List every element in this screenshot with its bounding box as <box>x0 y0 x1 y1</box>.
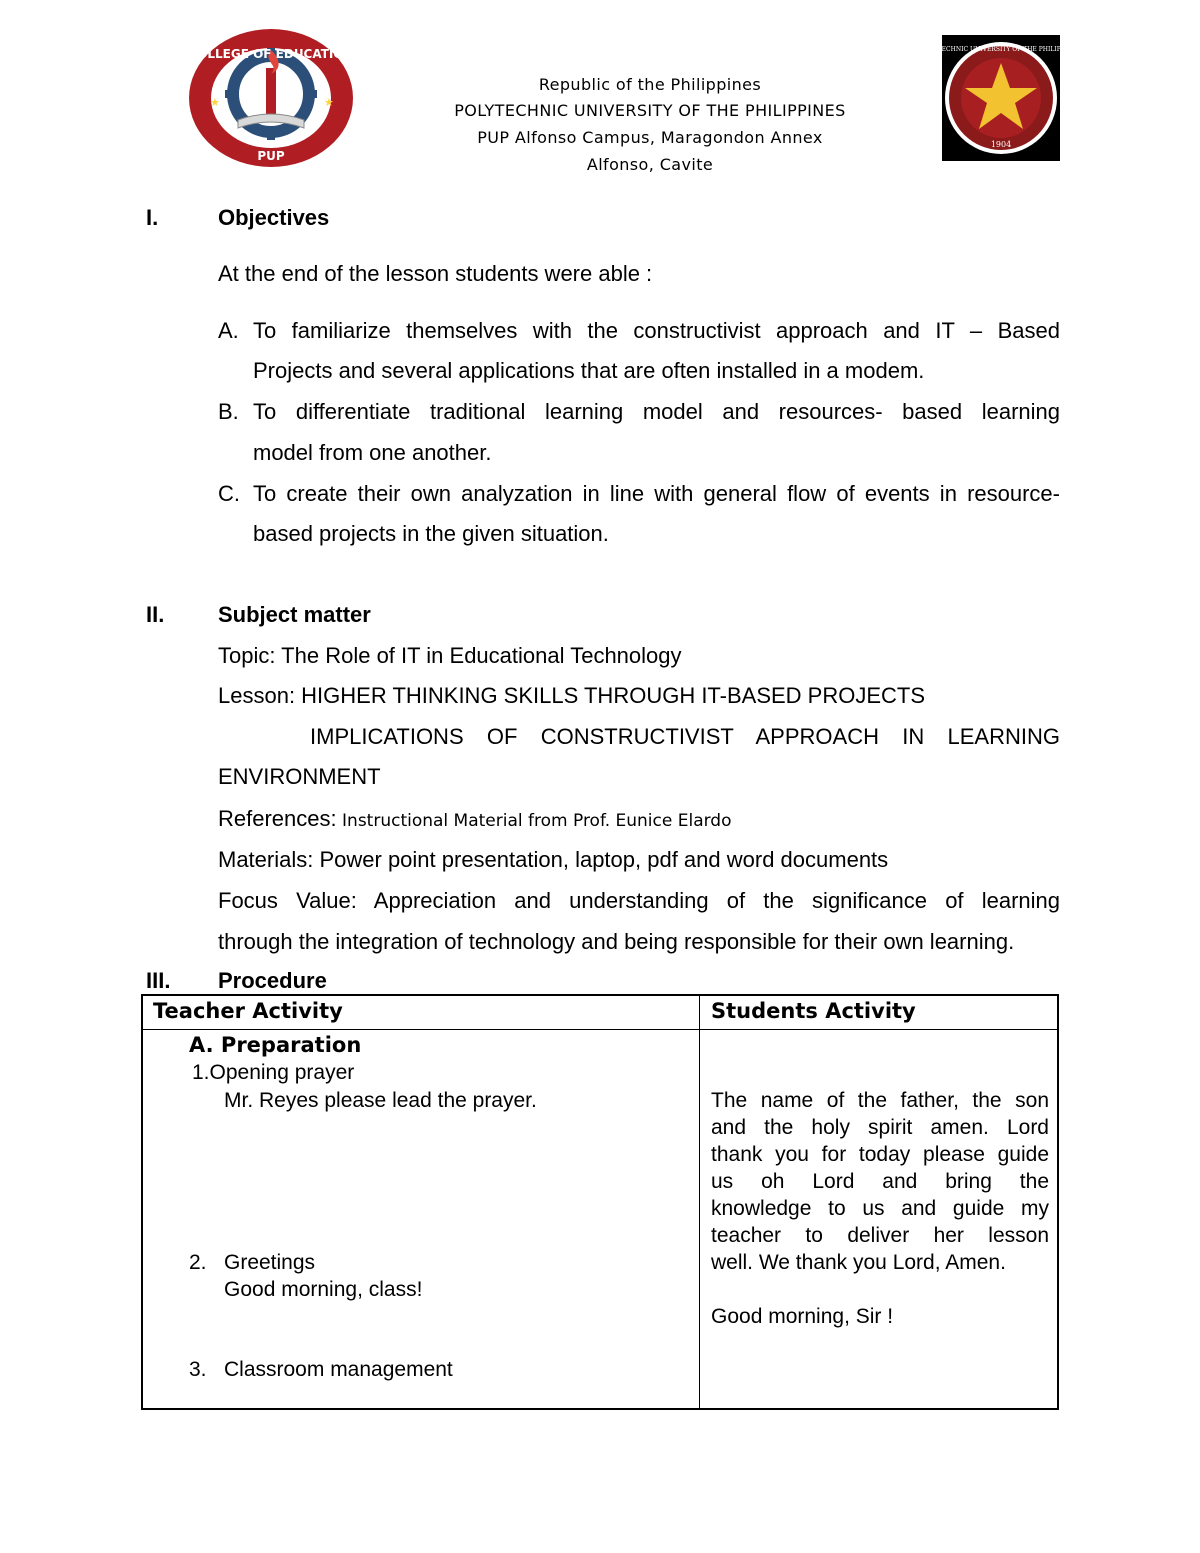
greetings-detail: Good morning, class! <box>224 1278 423 1301</box>
objective-letter-a: A. <box>218 318 239 343</box>
prayer-response-line: and the holy spirit amen. Lord <box>711 1116 1049 1139</box>
references-label: References: <box>218 806 337 831</box>
prayer-response-line: us oh Lord and bring the <box>711 1170 1049 1193</box>
subject-references <box>218 806 1060 834</box>
objective-a-line2: Projects and several applications that are often installed in a modem. <box>253 358 925 383</box>
subject-focus-line1: Focus Value: Appreciation and understanding of the significance of learning <box>218 888 1060 913</box>
greetings-number: 2. <box>189 1251 207 1274</box>
logo-bottom-text: PUP <box>257 149 285 163</box>
seal-year: 1904 <box>990 140 1012 149</box>
pup-seal-logo <box>921 35 1081 161</box>
subject-lesson: Lesson: HIGHER THINKING SKILLS THROUGH IT-BASED PROJECTS <box>218 683 926 708</box>
objective-a-line1: To familiarize themselves with the constructivist approach and IT – Based <box>253 318 1060 343</box>
prayer-response-line: thank you for today please guide <box>711 1143 1049 1166</box>
table-column-divider <box>699 996 700 1408</box>
header-campus: PUP Alfonso Campus, Maragondon Annex <box>477 128 823 147</box>
svg-text:★: ★ <box>210 96 220 109</box>
header-republic: Republic of the Philippines <box>538 75 762 94</box>
subject-materials: Materials: Power point presentation, laptop, pdf and word documents <box>218 847 889 872</box>
preparation-heading: A. Preparation <box>189 1033 362 1057</box>
prayer-response-line: teacher to deliver her lesson <box>711 1224 1049 1247</box>
prayer-response-line: knowledge to us and guide my <box>711 1197 1049 1220</box>
section-title-subject: Subject matter <box>218 602 371 627</box>
seal-ring-text: POLYTECHNIC UNIVERSITY OF THE PHILIPPINES <box>921 46 1081 53</box>
greetings-label: Greetings <box>224 1251 316 1274</box>
section-title-objectives: Objectives <box>218 205 330 230</box>
header-location: Alfonso, Cavite <box>586 155 714 174</box>
section-number-procedure: III. <box>146 968 171 993</box>
greeting-response: Good morning, Sir ! <box>711 1305 894 1328</box>
objective-letter-b: B. <box>218 399 239 424</box>
column-header-students: Students Activity <box>711 999 916 1023</box>
prayer-response-line: well. We thank you Lord, Amen. <box>711 1251 1006 1274</box>
table-header-divider <box>143 1029 1057 1030</box>
procedure-table <box>141 994 1059 1410</box>
classroom-management-number: 3. <box>189 1358 207 1381</box>
header-university: POLYTECHNIC UNIVERSITY OF THE PHILIPPINES <box>454 101 846 120</box>
subject-topic: Topic: The Role of IT in Educational Technology <box>218 643 682 668</box>
logo-ring-text: COLLEGE OF EDUCATION <box>188 47 354 61</box>
objective-c-line1: To create their own analyzation in line with general flow of events in resource- <box>253 481 1060 506</box>
section-number-objectives: I. <box>146 205 159 230</box>
prayer-response-line: The name of the father, the son <box>711 1089 1049 1112</box>
objective-b-line1: To differentiate traditional learning model and resources- based learning <box>253 399 1060 424</box>
subject-focus-line2: through the integration of technology and being responsible for their own learning. <box>218 929 1015 954</box>
subject-lesson-line2: IMPLICATIONS OF CONSTRUCTIVIST APPROACH IN LEARNING <box>310 724 1060 749</box>
college-of-education-logo <box>188 28 354 168</box>
opening-prayer-label: 1.Opening prayer <box>192 1061 355 1084</box>
subject-lesson-line3: ENVIRONMENT <box>218 764 381 789</box>
opening-prayer-detail: Mr. Reyes please lead the prayer. <box>224 1089 537 1112</box>
objective-letter-c: C. <box>218 481 240 506</box>
section-number-subject: II. <box>146 602 165 627</box>
objective-b-line2: model from one another. <box>253 440 492 465</box>
references-value: Instructional Material from Prof. Eunice Elardo <box>336 811 732 831</box>
section-title-procedure: Procedure <box>218 968 327 993</box>
column-header-teacher: Teacher Activity <box>153 999 343 1023</box>
classroom-management-label: Classroom management <box>224 1358 453 1381</box>
objectives-intro: At the end of the lesson students were able : <box>218 261 653 286</box>
objective-c-line2: based projects in the given situation. <box>253 521 609 546</box>
svg-text:★: ★ <box>324 96 334 109</box>
